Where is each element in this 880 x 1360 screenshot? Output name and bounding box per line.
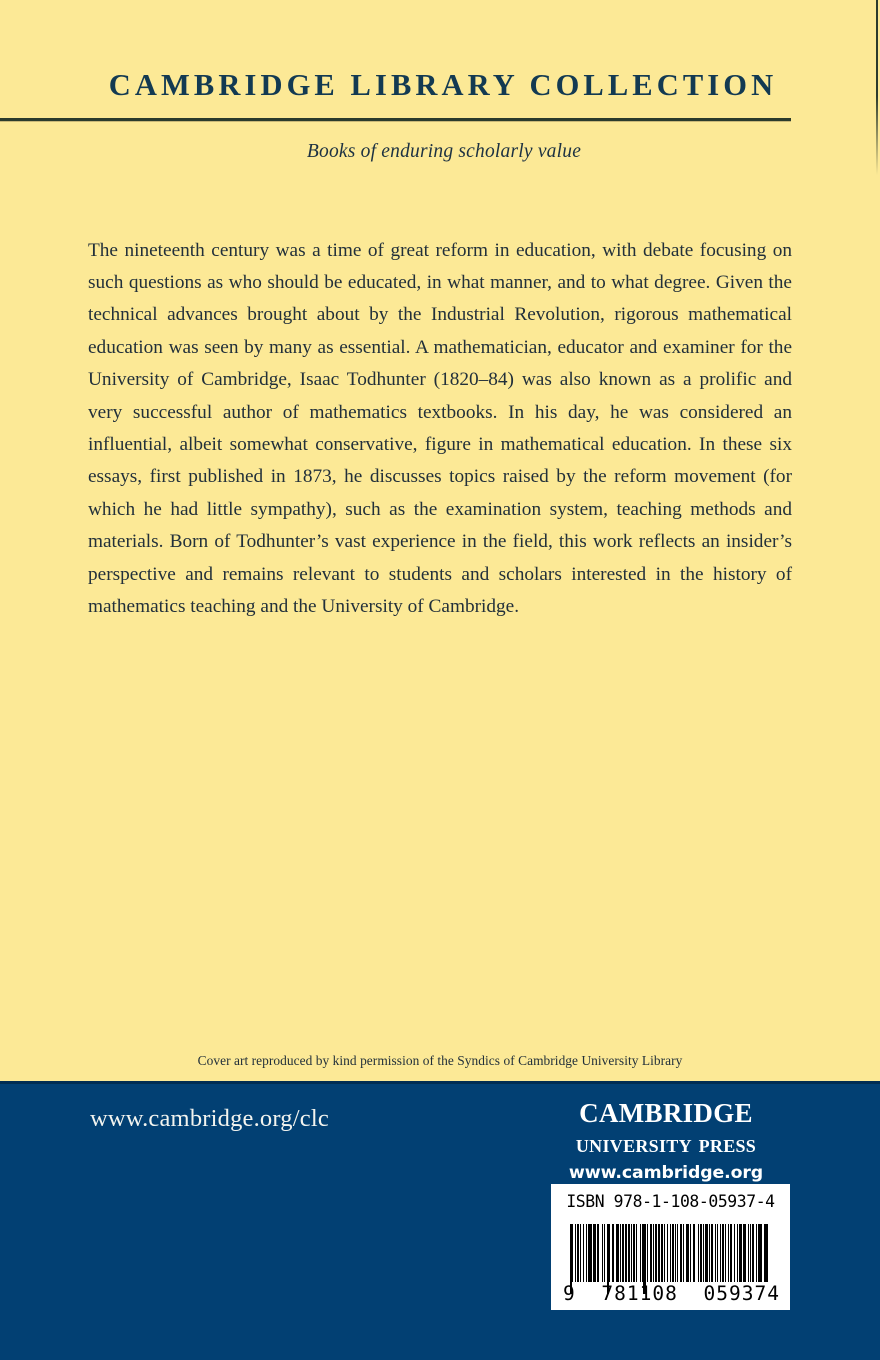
series-url[interactable]: www.cambridge.org/clc bbox=[90, 1105, 329, 1132]
ean-digits bbox=[563, 1282, 780, 1305]
right-edge-rule bbox=[876, 0, 878, 175]
publisher-url[interactable]: www.cambridge.org bbox=[568, 1162, 764, 1183]
blurb-section bbox=[88, 235, 792, 624]
series-tagline: Books of enduring scholarly value bbox=[306, 140, 582, 162]
isbn-barcode bbox=[551, 1184, 790, 1310]
publisher-subtitle: university press bbox=[575, 1129, 757, 1159]
cover-header bbox=[0, 0, 880, 163]
ean-check-digit: 9 bbox=[563, 1282, 576, 1305]
header-divider bbox=[0, 118, 791, 122]
publisher-name: cambridge bbox=[579, 1089, 753, 1131]
cover-art-credit: Cover art reproduced by kind permission of the Syndics of Cambridge University Library bbox=[197, 1053, 683, 1068]
blurb-text: The nineteenth century was a time of great reform in education, with debate focusing on such questions as who should be educated, in what manner, and to what degree. Given the technical advances brought about by the Industrial Revolution, rigorous mathematical education was seen by many as essential. A mathematician, educator and examiner for the University of Cambridge, Isaac Todhunter (1820–84) was also known as a prolific and very successful author of mathematics textbooks. In his day, he was considered an influential, albeit somewhat conservative, figure in mathematical education. In these six essays, first published in 1873, he discusses topics raised by the reform movement (for which he had little sympathy), such as the examination system, teaching methods and materials. Born of Todhunter’s vast experience in the field, this work reflects an insider’s perspective and remains relevant to students and scholars interested in the history of mathematics teaching and the University of Cambridge. bbox=[88, 239, 792, 617]
ean-group-2: 059374 bbox=[703, 1282, 780, 1305]
publisher-logo bbox=[540, 1090, 792, 1183]
ean-group-1: 781108 bbox=[601, 1282, 678, 1305]
series-title: CAMBRIDGE LIBRARY COLLECTION bbox=[108, 68, 778, 102]
isbn-label: ISBN 978-1-108-05937-4 bbox=[566, 1192, 775, 1211]
